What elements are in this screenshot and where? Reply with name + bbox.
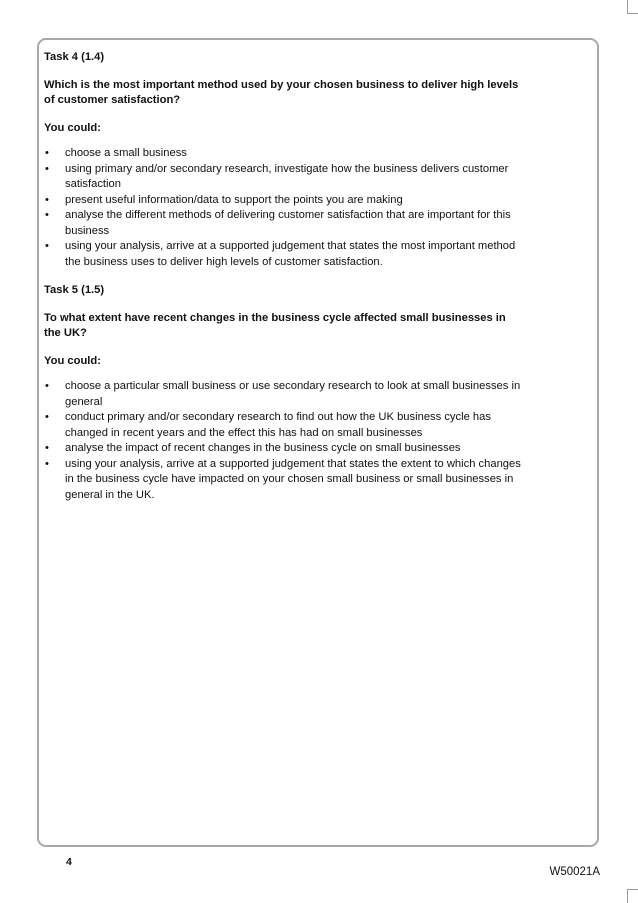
list-item	[44, 410, 524, 441]
bullet-icon: •	[45, 209, 49, 221]
list-item-text: analyse the different methods of delivering customer satisfaction that are important for this business	[65, 209, 511, 237]
task-5-title: Task 5 (1.5)	[44, 284, 105, 296]
task-4-section	[44, 50, 524, 270]
task-4-you-could: You could:	[44, 121, 101, 134]
bullet-icon: •	[45, 442, 49, 454]
bullet-icon: •	[45, 147, 49, 159]
task-5-bullet-list	[44, 379, 524, 503]
crop-mark-bottom-right	[624, 889, 638, 903]
list-item-text: using primary and/or secondary research, investigate how the business delivers customer satisfaction	[65, 162, 509, 190]
list-item-text: analyse the impact of recent changes in the business cycle on small businesses	[65, 442, 461, 454]
list-item-text: using your analysis, arrive at a supported judgement that states the extent to which changes in the business cycle have impacted on your chosen small business or small businesses in general in the UK.	[65, 457, 521, 501]
bullet-icon: •	[45, 162, 49, 175]
document-code: W50021A	[549, 866, 600, 878]
list-item	[44, 441, 524, 457]
task-5-section	[44, 283, 524, 503]
bullet-icon: •	[45, 411, 49, 423]
list-item	[44, 193, 524, 209]
list-item	[44, 208, 524, 239]
list-item	[44, 239, 524, 270]
list-item	[44, 146, 524, 162]
bullet-icon: •	[45, 380, 49, 392]
list-item	[44, 457, 524, 504]
crop-mark-top-right	[624, 0, 638, 14]
list-item-text: choose a particular small business or use secondary research to look at small businesses in general	[65, 380, 521, 408]
task-5-question: To what extent have recent changes in the business cycle affected small businesses in the UK?	[44, 311, 506, 339]
bullet-icon: •	[45, 457, 49, 470]
task-content	[44, 50, 524, 516]
list-item-text: present useful information/data to support the points you are making	[65, 193, 403, 206]
task-5-you-could: You could:	[44, 354, 101, 367]
list-item-text: using your analysis, arrive at a supported judgement that states the most important method the business uses to deliver high levels of customer satisfaction.	[65, 240, 516, 268]
list-item-text: conduct primary and/or secondary research to find out how the UK business cycle has changed in recent years and the effect this has had on small businesses	[65, 411, 491, 439]
task-4-question: Which is the most important method used by your chosen business to deliver high levels of customer satisfaction?	[44, 78, 519, 106]
list-item-text: choose a small business	[65, 147, 187, 159]
bullet-icon: •	[45, 240, 49, 252]
task-4-title: Task 4 (1.4)	[44, 51, 105, 63]
list-item	[44, 162, 524, 193]
list-item	[44, 379, 524, 410]
bullet-icon: •	[45, 193, 49, 206]
page-number: 4	[66, 856, 72, 868]
task-4-bullet-list	[44, 146, 524, 270]
